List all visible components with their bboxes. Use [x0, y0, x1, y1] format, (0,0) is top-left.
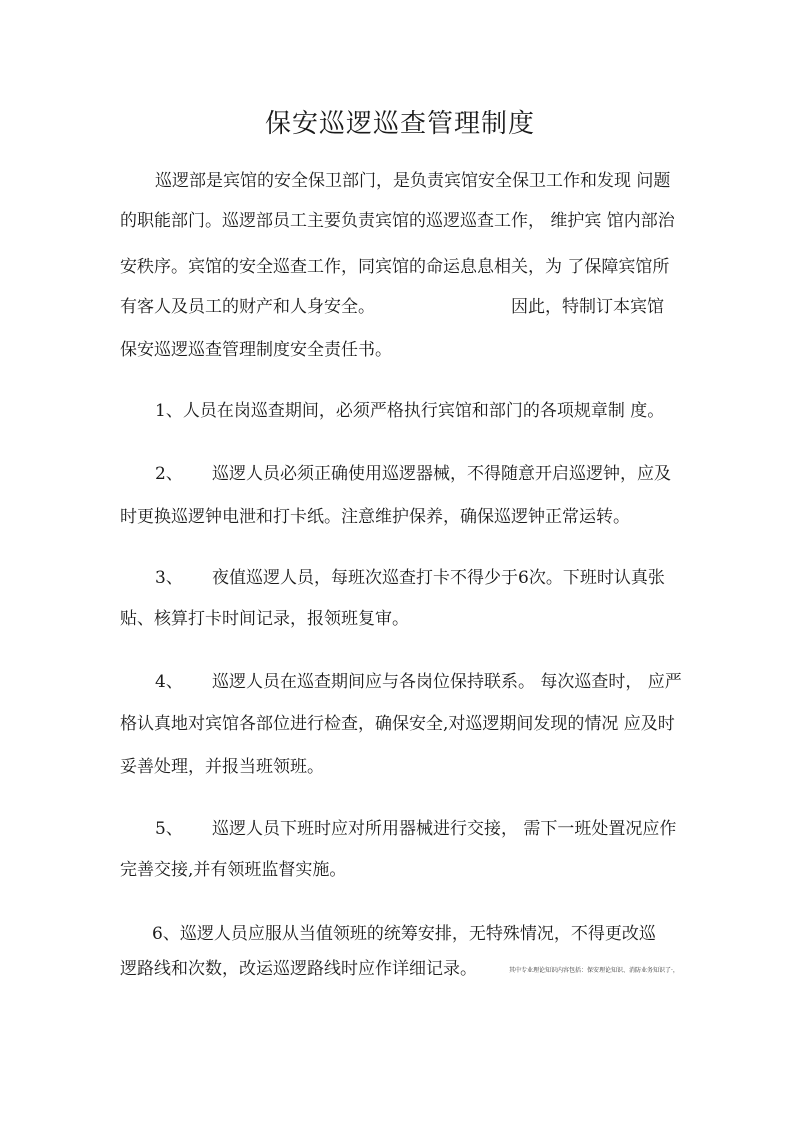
footnote: 其中专业理论知识内容包括：保安理论知识、消防业务知识了·， [509, 967, 679, 974]
intro-line-1: 巡逻部是宾馆的安全保卫部门，是负责宾馆安全保卫工作和发现 问题 [155, 171, 671, 191]
item-4-line-1: 巡逻人员在巡查期间应与各岗位保持联系。 每次巡查时， 应严 [212, 672, 682, 692]
item-5-line-1: 巡逻人员下班时应对所用器械进行交接， 需下一班处置况应作 [212, 819, 677, 839]
intro-line-2: 的职能部门。巡逻部员工主要负责宾馆的巡逻巡查工作， 维护宾 馆内部治 [120, 211, 675, 231]
intro-line-3: 安秩序。宾馆的安全巡查工作，同宾馆的命运息息相关，为 了保障宾馆所 [120, 257, 670, 277]
item-4-line-3: 妥善处理，并报当班领班。 [120, 757, 324, 777]
item-3-line-2: 贴、核算打卡时间记录，报领班复审。 [120, 609, 409, 629]
item-6-number: 6、 [152, 924, 180, 944]
item-5-line-2: 完善交接,并有领班监督实施。 [120, 860, 347, 880]
item-3-line-1: 夜值巡逻人员，每班次巡查打卡不得少于6次。下班时认真张 [212, 568, 665, 588]
item-1-number: 1、 [155, 401, 183, 421]
item-6-line-1: 巡逻人员应服从当值领班的统筹安排，无特殊情况，不得更改巡 [179, 924, 656, 944]
intro-line-4b: 因此，特制订本宾馆 [511, 297, 664, 317]
item-2-line-2: 时更换巡逻钟电泄和打卡纸。注意维护保养，确保巡逻钟正常运转。 [120, 507, 630, 527]
item-5-number: 5、 [155, 819, 183, 839]
item-6 [152, 923, 656, 945]
item-4-number: 4、 [155, 672, 183, 692]
item-6-line-2: 逻路线和次数，改运巡逻路线时应作详细记录。 [120, 959, 477, 979]
item-2-number: 2、 [155, 464, 183, 484]
page-title: 保安巡逻巡查管理制度 [264, 109, 535, 139]
item-4-line-2: 格认真地对宾馆各部位进行检查，确保安全,对巡逻期间发现的情况 应及时 [120, 714, 675, 734]
item-2-line-1: 巡逻人员必须正确使用巡逻器械，不得随意开启巡逻钟，应及 [212, 464, 671, 484]
item-1-line-1: 人员在岗巡查期间，必须严格执行宾馆和部门的各项规章制 度。 [182, 401, 665, 421]
item-1 [155, 400, 664, 422]
intro-line-4a: 有客人及员工的财产和人身安全。 [120, 297, 375, 317]
item-3-number: 3、 [155, 568, 183, 588]
intro-line-5: 保安巡逻巡查管理制度安全责任书。 [120, 340, 392, 360]
